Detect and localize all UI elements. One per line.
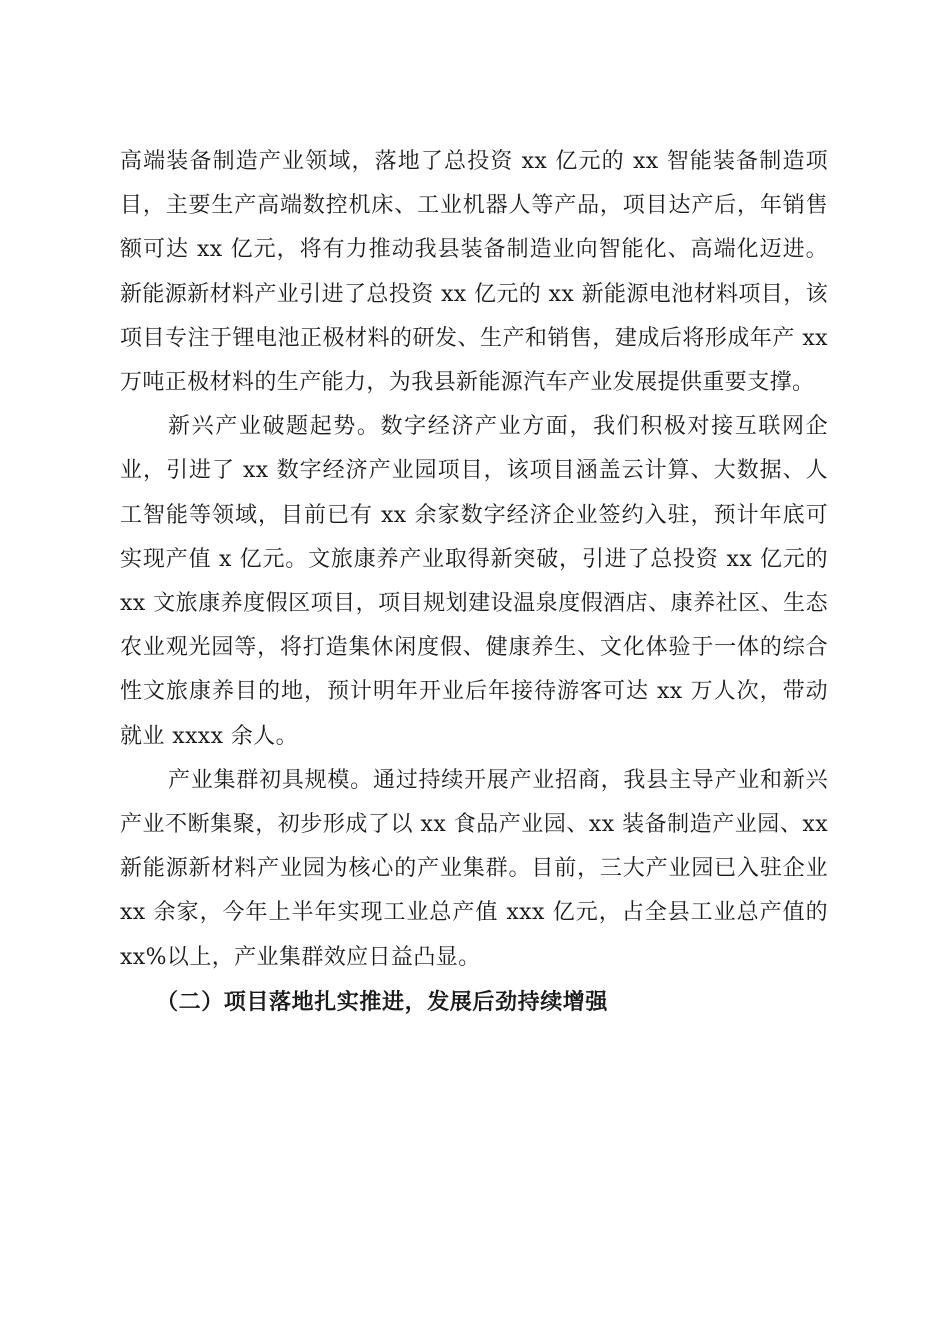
paragraph-emerging-industries: 新兴产业破题起势。数字经济产业方面，我们积极对接互联网企业，引进了 xx 数字经济产业园项目，该项目涵盖云计算、大数据、人工智能等领域，目前已有 xx 余家数字经济企业签约入驻，预计年底可实现产值 x 亿元。文旅康养产业取得新突破，引进了总投资 xx 亿元的 xx 文旅康养度假区项目，项目规划建设温泉度假酒店、康养社区、生态农业观光园等，将打造集休闲度假、健康养生、文化体验于一体的综合性文旅康养目的地，预计明年开业后年接待游客可达 xx 万人次，带动就业 xxxx 余人。 [120,414,828,749]
paragraph-industrial-clusters: 产业集群初具规模。通过持续开展产业招商，我县主导产业和新兴产业不断集聚，初步形成了以 xx 食品产业园、xx 装备制造产业园、xx 新能源新材料产业园为核心的产业集群。目前，三大产业园已入驻企业 xx 余家，今年上半年实现工业总产值 xxx 亿元，占全县工业总产值的 xx%以上，产业集群效应日益凸显。 [120,767,828,970]
paragraph-high-end-equipment: 高端装备制造产业领域，落地了总投资 xx 亿元的 xx 智能装备制造项目，主要生产高端数控机床、工业机器人等产品，项目达产后，年销售额可达 xx 亿元，将有力推动我县装备制造业向智能化、高端化迈进。新能源新材料产业引进了总投资 xx 亿元的 xx 新能源电池材料项目，该项目专注于锂电池正极材料的研发、生产和销售，建成后将形成年产 xx 万吨正极材料的生产能力，为我县新能源汽车产业发展提供重要支撑。 [120,149,829,396]
section-heading: （二）项目落地扎实推进，发展后劲持续增强 [156,988,609,1015]
document-body [120,140,828,1024]
